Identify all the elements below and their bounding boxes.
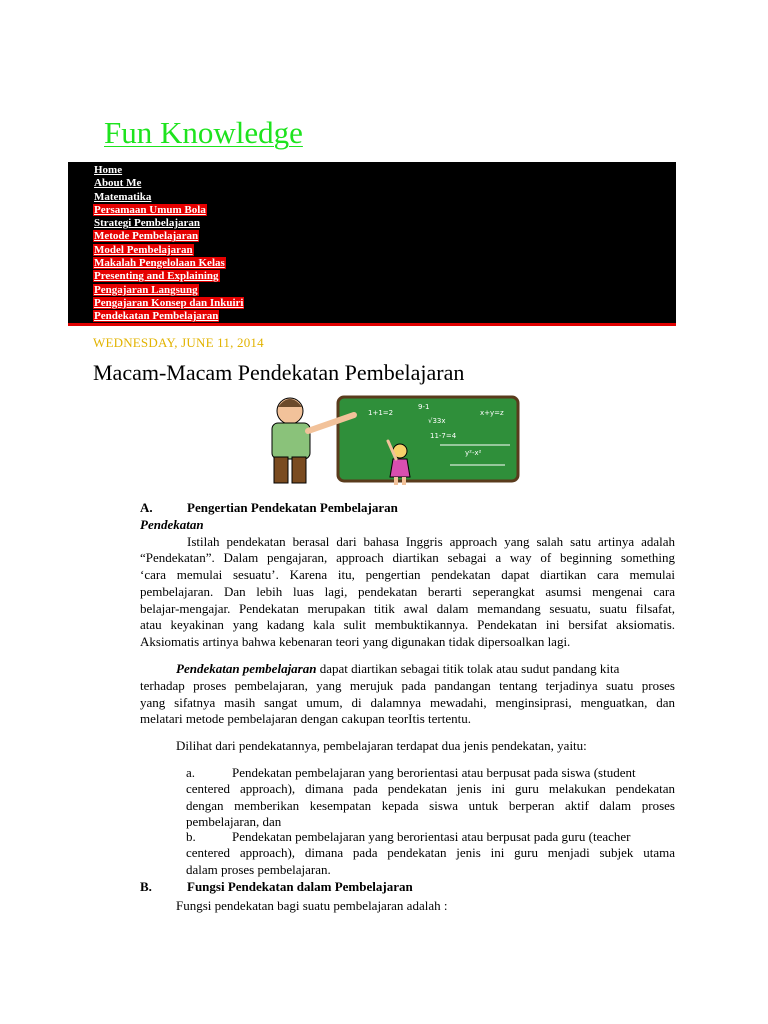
nav-menu — [68, 162, 676, 326]
site-title[interactable]: Fun Knowledge — [104, 115, 303, 150]
para2-line: yang sifatnya masih sangat umum, di dalamnya mewadahi, menginsiprasi, menguatkan, dan — [140, 695, 675, 710]
section-a-heading: Pengertian Pendekatan Pembelajaran — [187, 500, 398, 515]
item-a-letter: a. — [186, 765, 196, 780]
nav-link[interactable]: Strategi Pembelajaran — [94, 217, 200, 230]
item-b-first: Pendekatan pembelajaran yang berorientasi atau berpusat pada guru (teacher — [232, 829, 631, 844]
item-a-first: Pendekatan pembelajaran yang berorientasi atau berpusat pada siswa (student — [232, 765, 636, 780]
board-eq-3: √33x — [428, 417, 446, 425]
nav-item[interactable] — [93, 257, 676, 270]
item-a-line: centered approach), dimana pada pendekatan jenis ini guru melakukan pendekatan — [186, 781, 675, 796]
para1-line: “Pendekatan”. Dalam pengajaran, approach diartikan sebagai a way of beginning something — [140, 550, 675, 565]
post-title: Macam-Macam Pendekatan Pembelajaran — [93, 360, 465, 385]
nav-link[interactable]: Metode Pembelajaran — [94, 230, 199, 243]
para1-line: Aksiomatis artinya bahwa kebenaran teori yang digunakan tidak dipersoalkan lagi. — [140, 634, 571, 649]
nav-link[interactable]: Matematika — [94, 190, 152, 203]
para2-term: Pendekatan pembelajaran — [176, 661, 317, 676]
nav-item[interactable] — [93, 297, 676, 310]
board-eq-6: y²-x² — [465, 449, 482, 457]
para2-line: melatari metode pembelajaran dengan cakupan teorItis tertentu. — [140, 711, 471, 726]
para1-line: Istilah pendekatan berasal dari bahasa Inggris approach yang salah satu artinya adalah — [187, 534, 675, 549]
nav-item[interactable] — [93, 204, 676, 217]
nav-link[interactable]: Pengajaran Langsung — [94, 283, 198, 296]
nav-item[interactable] — [93, 244, 676, 257]
item-b-letter: b. — [186, 829, 196, 844]
para1-line: atau keyakinan yang kadang kala sulit membuktikannya. Pendekatan ini bersifat aksiomatis. — [140, 617, 675, 632]
board-eq-4: x+y=z — [480, 409, 504, 417]
section-b-letter: B. — [140, 879, 152, 894]
nav-link[interactable]: Model Pembelajaran — [94, 243, 193, 256]
nav-list — [68, 162, 676, 324]
para2-first-rest: dapat diartikan sebagai titik tolak atau sudut pandang kita — [316, 661, 620, 676]
post-date: WEDNESDAY, JUNE 11, 2014 — [93, 335, 264, 350]
nav-item[interactable] — [93, 177, 676, 190]
nav-item[interactable] — [93, 164, 676, 177]
para1-line: pembelajaran. Dan lebih luas lagi, pendekatan berarti seperangkat asumsi mengenai cara — [140, 584, 675, 599]
nav-item[interactable] — [93, 284, 676, 297]
nav-item[interactable] — [93, 191, 676, 204]
para1-line: belajar-mengajar. Pendekatan merupakan titik awal dalam memandang sesuatu, suatu filsafat, — [140, 601, 675, 616]
item-a-line: dengan memberikan kesempatan kepada siswa untuk berperan aktif dalam proses — [186, 798, 675, 813]
nav-link[interactable]: Pendekatan Pembelajaran — [94, 310, 219, 323]
board-eq-1: 1+1=2 — [368, 409, 394, 417]
paragraph-4: Fungsi pendekatan bagi suatu pembelajaran adalah : — [176, 898, 448, 913]
board-eq-2: 9-1 — [418, 403, 430, 411]
nav-item[interactable] — [93, 230, 676, 243]
nav-item[interactable] — [93, 310, 676, 323]
nav-link[interactable]: Presenting and Explaining — [94, 270, 219, 283]
board-eq-5: 11-7=4 — [430, 432, 457, 440]
nav-link[interactable]: Pengajaran Konsep dan Inkuiri — [94, 296, 244, 309]
section-a-letter: A. — [140, 500, 153, 515]
nav-item[interactable] — [93, 217, 676, 230]
nav-item[interactable] — [93, 270, 676, 283]
nav-link[interactable]: About Me — [94, 177, 142, 190]
teacher-chalkboard-illustration — [250, 393, 520, 487]
paragraph-3: Dilihat dari pendekatannya, pembelajaran terdapat dua jenis pendekatan, yaitu: — [176, 738, 587, 753]
para2-line: terhadap proses pembelajaran, yang merujuk pada pandangan tentang terjadinya suatu proses — [140, 678, 675, 693]
item-b-line: centered approach), dimana pada pendekatan jenis ini guru menjadi subjek utama — [186, 845, 675, 860]
para2-first-line — [176, 661, 675, 677]
item-b-line: dalam proses pembelajaran. — [186, 862, 331, 877]
pendekatan-label: Pendekatan — [140, 517, 204, 532]
item-a-line: pembelajaran, dan — [186, 814, 282, 829]
nav-link[interactable]: Makalah Pengelolaan Kelas — [94, 257, 225, 270]
nav-link[interactable]: Persamaan Umum Bola — [94, 203, 206, 216]
section-b-heading: Fungsi Pendekatan dalam Pembelajaran — [187, 879, 413, 894]
nav-link[interactable]: Home — [94, 164, 123, 176]
para1-line: ‘cara memulai sesuatu’. Karena itu, pengertian pendekatan dapat diartikan cara memulai — [140, 567, 675, 582]
